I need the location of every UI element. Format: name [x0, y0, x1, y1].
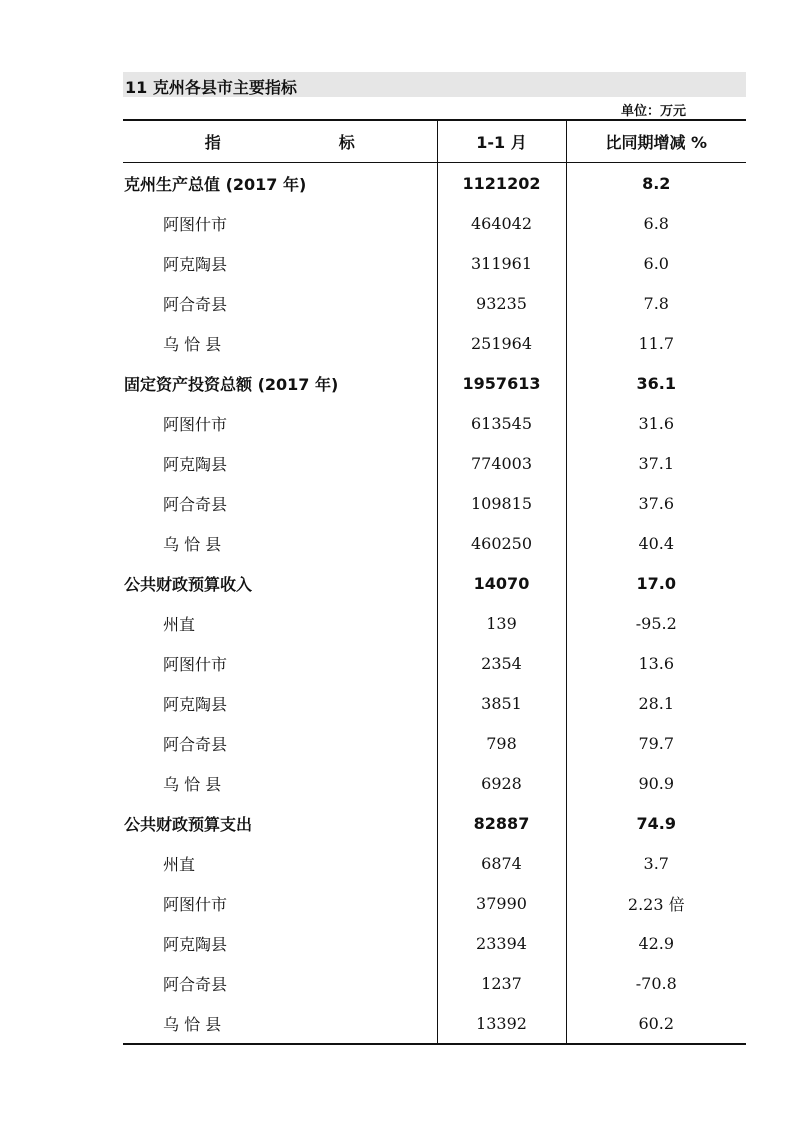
row-value: 798	[437, 723, 566, 763]
row-value: 37990	[437, 883, 566, 923]
table-row	[123, 683, 746, 723]
row-change: 8.2	[642, 173, 671, 193]
row-name: 公共财政预算收入	[124, 574, 253, 594]
row-name: 阿图什市	[163, 214, 228, 234]
row-name: 阿图什市	[163, 414, 228, 434]
row-name: 乌 恰 县	[123, 1003, 437, 1044]
table-row	[123, 163, 746, 204]
table-row	[123, 923, 746, 963]
row-value: 2354	[437, 643, 566, 683]
row-change: 6.8	[643, 213, 669, 233]
row-change: 28.1	[638, 693, 675, 713]
row-name: 乌 恰 县	[163, 774, 222, 794]
row-value: 14070	[437, 563, 566, 603]
row-name: 阿克陶县	[163, 694, 228, 714]
row-value: 251964	[437, 323, 566, 363]
table-row	[123, 443, 746, 483]
row-value: 311961	[437, 243, 566, 283]
table-row	[123, 843, 746, 883]
table-header-row	[123, 120, 746, 163]
row-change: 17.0	[636, 573, 676, 593]
row-change: 42.9	[638, 933, 675, 953]
row-name: 固定资产投资总额 (2017 年)	[124, 374, 339, 394]
row-name: 阿合奇县	[163, 974, 228, 994]
row-value: 613545	[437, 403, 566, 443]
row-change: 13.6	[638, 653, 675, 673]
row-name: 州直	[163, 614, 196, 634]
table-row	[123, 283, 746, 323]
table-row	[123, 723, 746, 763]
row-name: 阿图什市	[163, 654, 228, 674]
table-row	[123, 763, 746, 803]
row-name: 阿克陶县	[163, 254, 228, 274]
row-change: 79.7	[638, 733, 675, 753]
table-row	[123, 243, 746, 283]
table-row	[123, 603, 746, 643]
table-row	[123, 883, 746, 923]
row-value: 1237	[437, 963, 566, 1003]
row-name: 阿合奇县	[163, 294, 228, 314]
header-change: 比同期增减 %	[566, 120, 746, 163]
table-row	[123, 363, 746, 403]
row-name: 阿合奇县	[163, 494, 228, 514]
row-value: 82887	[437, 803, 566, 843]
row-change: 2.23 倍	[627, 894, 685, 914]
row-name: 乌 恰 县	[163, 334, 222, 354]
table-row	[123, 1003, 746, 1044]
table-row	[123, 643, 746, 683]
row-value: 139	[437, 603, 566, 643]
row-value: 93235	[437, 283, 566, 323]
row-change: 3.7	[643, 853, 669, 873]
table-row	[123, 963, 746, 1003]
row-name: 乌 恰 县	[163, 534, 222, 554]
row-name: 州直	[163, 854, 196, 874]
header-indicator: 指 标	[123, 120, 437, 163]
row-change: 36.1	[636, 373, 676, 393]
row-value: 6874	[437, 843, 566, 883]
table-row	[123, 203, 746, 243]
row-value: 13392	[437, 1003, 566, 1044]
table-row	[123, 483, 746, 523]
row-value: 6928	[437, 763, 566, 803]
row-value: 23394	[437, 923, 566, 963]
table-row	[123, 323, 746, 363]
page-title: 11 克州各县市主要指标	[125, 78, 297, 97]
row-change: 31.6	[638, 413, 675, 433]
table-row	[123, 523, 746, 563]
row-change: 7.8	[643, 293, 669, 313]
header-period: 1-1 月	[437, 120, 566, 163]
row-name: 阿图什市	[163, 894, 228, 914]
indicator-table	[123, 119, 746, 1045]
row-change: 74.9	[636, 813, 676, 833]
row-name: 阿合奇县	[163, 734, 228, 754]
row-change: -95.2	[635, 613, 677, 633]
table-row	[123, 563, 746, 603]
row-value: 774003	[437, 443, 566, 483]
row-value: 460250	[437, 523, 566, 563]
row-change: -70.8	[635, 973, 677, 993]
row-value: 1121202	[437, 163, 566, 204]
row-value: 3851	[437, 683, 566, 723]
row-name: 公共财政预算支出	[124, 814, 253, 834]
row-change: 60.2	[566, 1003, 746, 1044]
row-change: 37.6	[638, 493, 675, 513]
unit-label: 单位：万元	[620, 104, 686, 119]
row-change: 40.4	[638, 533, 675, 553]
row-name: 阿克陶县	[163, 454, 228, 474]
row-change: 6.0	[643, 253, 669, 273]
row-change: 90.9	[638, 773, 675, 793]
table-row	[123, 803, 746, 843]
table-row	[123, 403, 746, 443]
row-name: 阿克陶县	[163, 934, 228, 954]
row-value: 1957613	[437, 363, 566, 403]
row-change: 37.1	[638, 453, 675, 473]
row-change: 11.7	[638, 333, 675, 353]
row-value: 109815	[437, 483, 566, 523]
row-value: 464042	[437, 203, 566, 243]
row-name: 克州生产总值 (2017 年)	[124, 174, 307, 194]
